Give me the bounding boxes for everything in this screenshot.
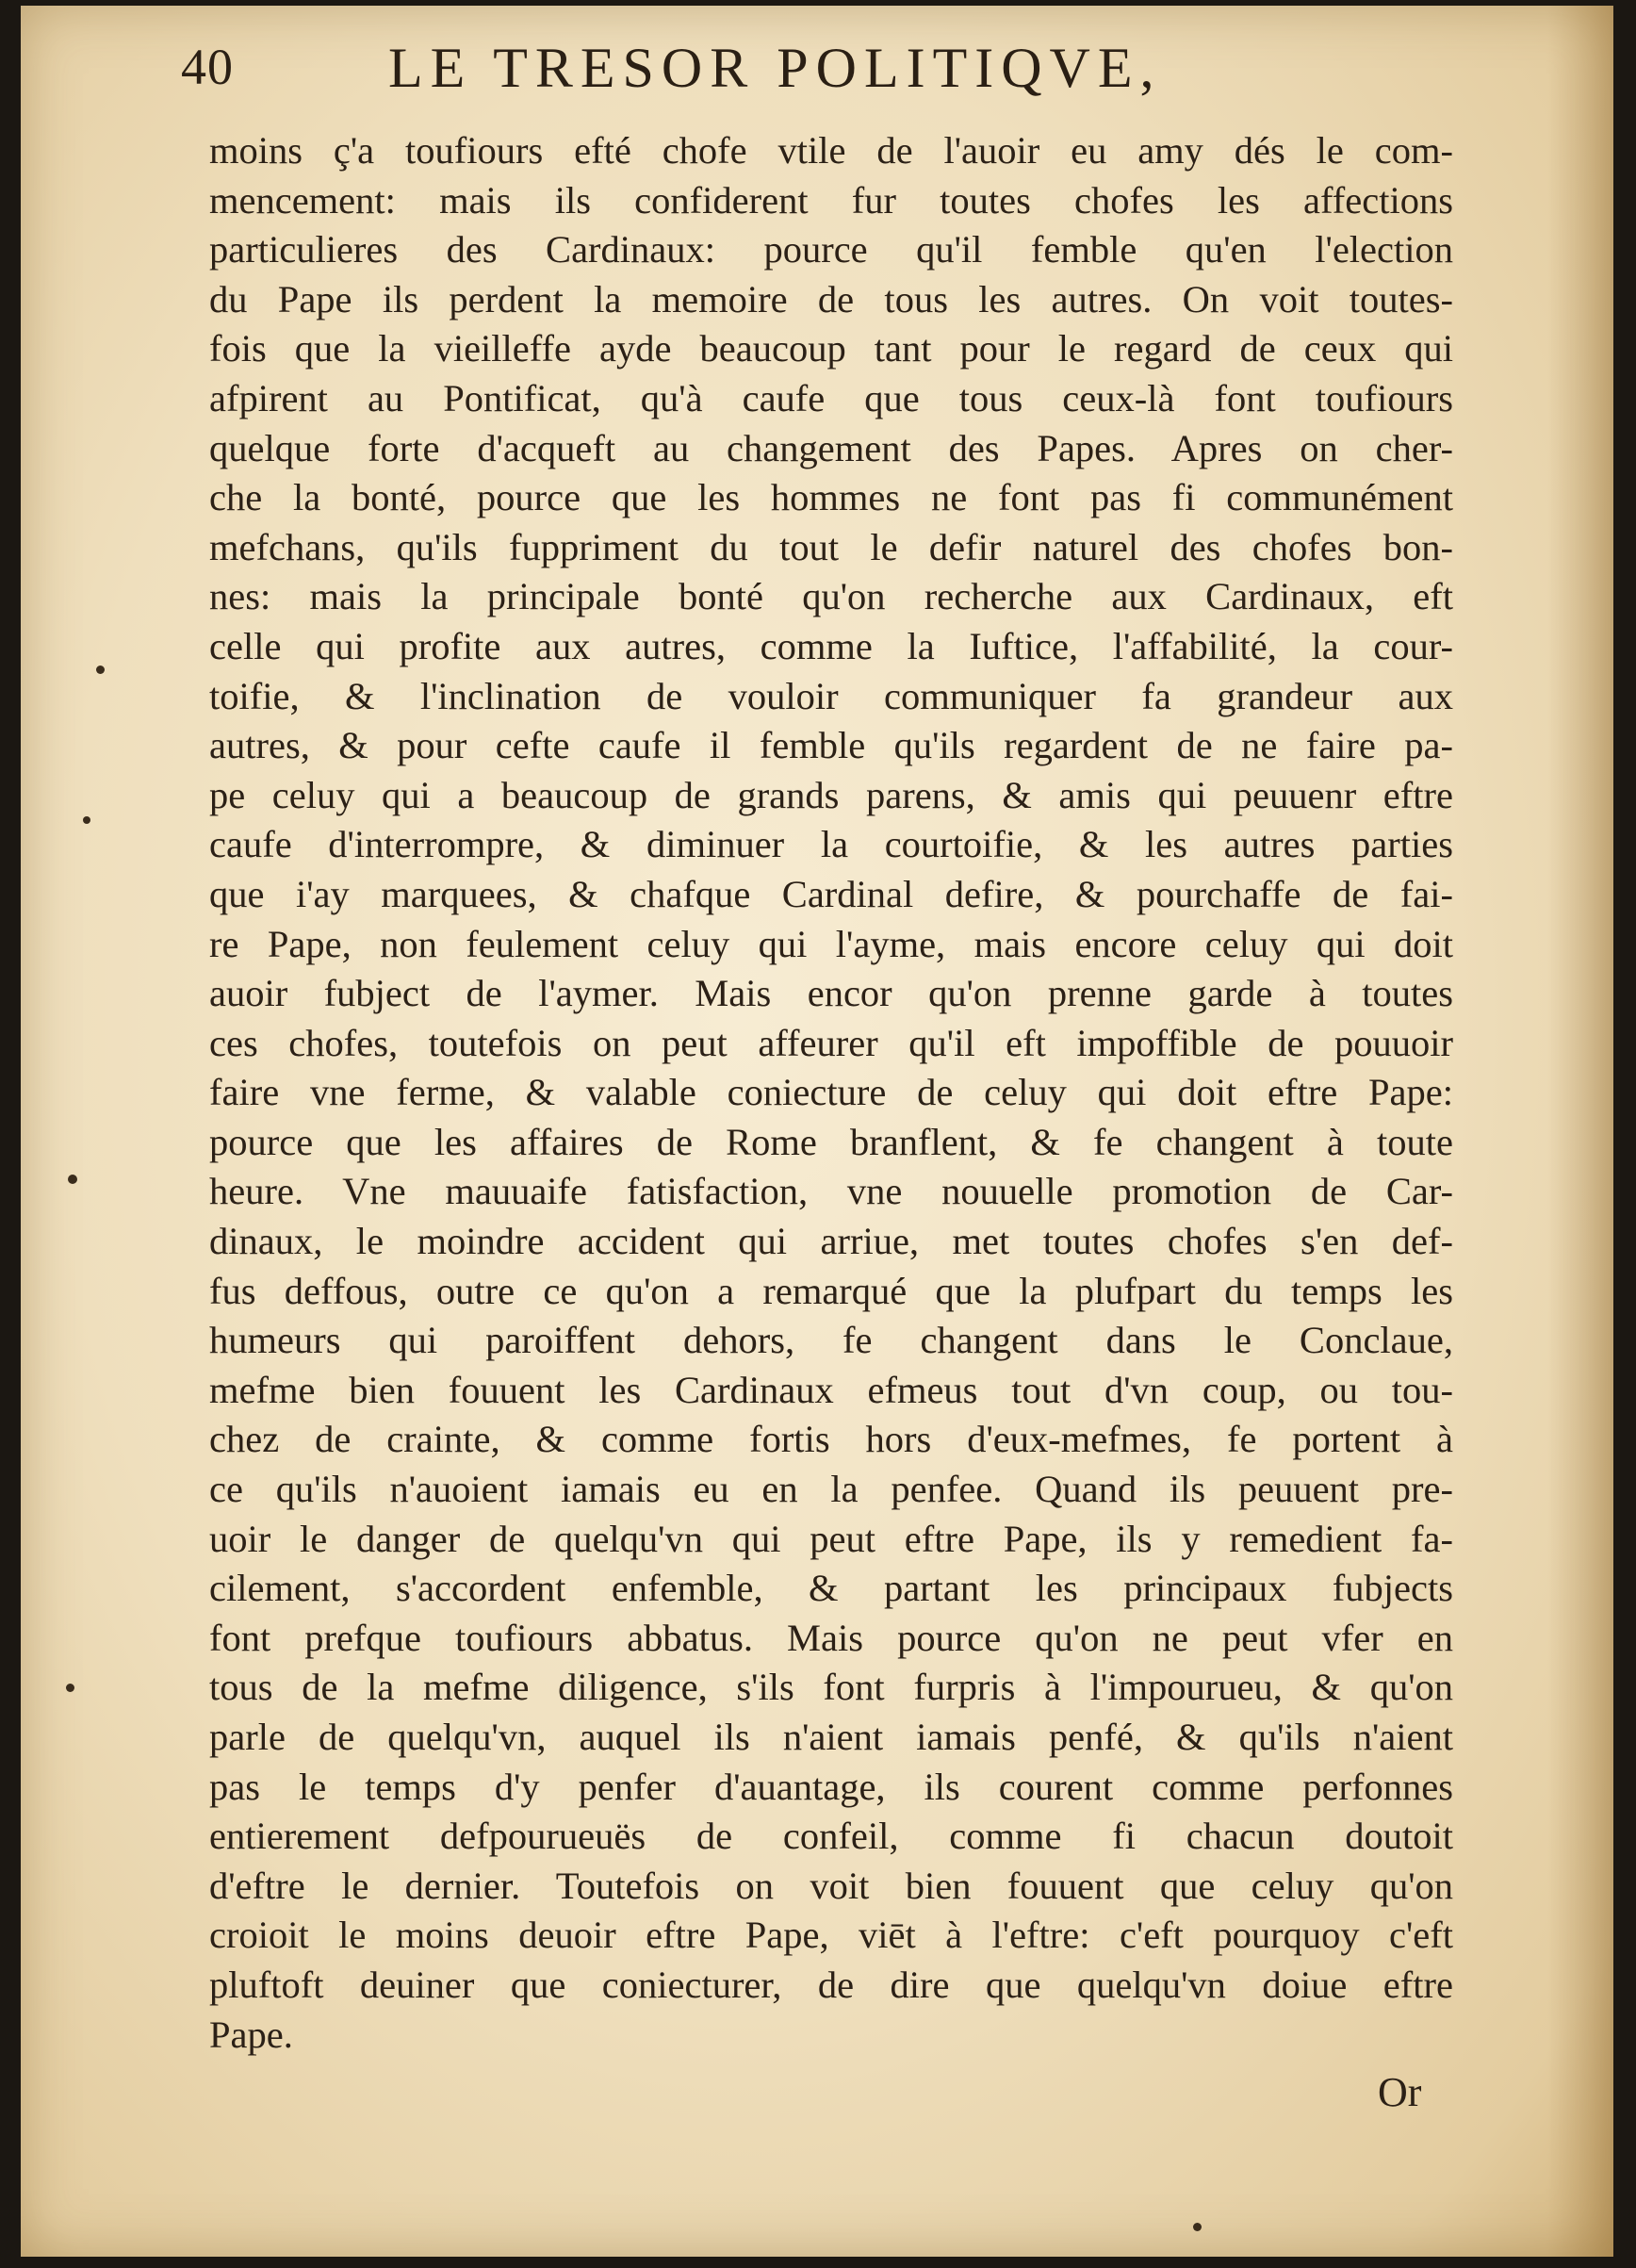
text-line: fus deffous, outre ce qu'on a remarqué que la plufpart du temps les (209, 1269, 1453, 1312)
ink-speck (96, 666, 105, 674)
text-line: d'eftre le dernier. Toutefois on voit bien fouuent que celuy qu'on (209, 1864, 1453, 1907)
text-line: que i'ay marquees, & chafque Cardinal defire, & pourchaffe de fai- (209, 872, 1453, 915)
ink-speck (68, 1175, 77, 1184)
text-line: tous de la mefme diligence, s'ils font furpris à l'impourueu, & qu'on (209, 1666, 1453, 1709)
text-line: pe celuy qui a beaucoup de grands parens, & amis qui peuuenr eftre (209, 773, 1453, 816)
text-line: mefme bien fouuent les Cardinaux efmeus tout d'vn coup, ou tou- (209, 1368, 1453, 1411)
running-title: LE TRESOR POLITIQVE, (388, 37, 1162, 99)
text-line: heure. Vne mauuaife fatisfaction, vne nouuelle promotion de Car- (209, 1170, 1453, 1213)
ink-speck (1193, 2223, 1202, 2231)
text-line: mefchans, qu'ils fuppriment du tout le defir naturel des chofes bon- (209, 525, 1453, 568)
text-line: humeurs qui paroiffent dehors, fe changent dans le Conclaue, (209, 1319, 1453, 1362)
text-line: afpirent au Pontificat, qu'à caufe que tous ceux-là font toufiours (209, 376, 1453, 419)
text-line: font prefque toufiours abbatus. Mais pource qu'on ne peut vfer en (209, 1616, 1453, 1659)
text-line: ce qu'ils n'auoient iamais eu en la penfee. Quand ils peuuent pre- (209, 1468, 1453, 1511)
text-line: auoir fubject de l'aymer. Mais encor qu'on prenne garde à toutes (209, 972, 1453, 1015)
text-line: toifie, & l'inclination de vouloir communiquer fa grandeur aux (209, 674, 1453, 717)
text-line: uoir le danger de quelqu'vn qui peut eftre Pape, ils y remedient fa- (209, 1517, 1453, 1560)
text-line: autres, & pour cefte caufe il femble qu'ils regardent de ne faire pa- (209, 724, 1453, 767)
text-line: du Pape ils perdent la memoire de tous les autres. On voit toutes- (209, 277, 1453, 320)
ink-speck (83, 816, 90, 824)
text-line: faire vne ferme, & valable coniecture de celuy qui doit eftre Pape: (209, 1071, 1453, 1114)
text-line: Pape. (209, 2013, 293, 2056)
text-line: re Pape, non feulement celuy qui l'ayme, mais encore celuy qui doit (209, 922, 1453, 965)
page-number: 40 (181, 39, 234, 95)
text-line: nes: mais la principale bonté qu'on recherche aux Cardinaux, eft (209, 575, 1453, 618)
text-line: croioit le moins deuoir eftre Pape, viēt à l'eftre: c'eft pourquoy c'eft (209, 1914, 1453, 1957)
body-text (209, 126, 1453, 2060)
catchword: Or (1378, 2069, 1422, 2115)
text-line: pas le temps d'y penfer d'auantage, ils courent comme perfonnes (209, 1765, 1453, 1808)
text-line: particulieres des Cardinaux: pource qu'il femble qu'en l'election (209, 228, 1453, 271)
text-line: mencement: mais ils confiderent fur toutes chofes les affections (209, 178, 1453, 222)
page-header (181, 30, 1481, 115)
text-line: cilement, s'accordent enfemble, & partant les principaux fubjects (209, 1567, 1453, 1610)
ink-speck (66, 1684, 74, 1692)
text-line: celle qui profite aux autres, comme la Iuftice, l'affabilité, la cour- (209, 624, 1453, 667)
text-line: fois que la vieilleffe ayde beaucoup tant pour le regard de ceux qui (209, 327, 1453, 370)
book-page (21, 6, 1613, 2257)
text-line: chez de crainte, & comme fortis hors d'eux-mefmes, fe portent à (209, 1418, 1453, 1461)
text-line: dinaux, le moindre accident qui arriue, met toutes chofes s'en def- (209, 1220, 1453, 1263)
text-line: moins ç'a toufiours efté chofe vtile de l'auoir eu amy dés le com- (209, 129, 1453, 172)
text-line: che la bonté, pource que les hommes ne font pas fi communément (209, 476, 1453, 519)
page-gutter-shadow (1547, 6, 1613, 2257)
text-line: ces chofes, toutefois on peut affeurer qu'il eft impoffible de pouuoir (209, 1021, 1453, 1064)
text-line: quelque forte d'acqueft au changement des Papes. Apres on cher- (209, 426, 1453, 469)
text-line: caufe d'interrompre, & diminuer la courtoifie, & les autres parties (209, 823, 1453, 866)
text-line: pource que les affaires de Rome branflent, & fe changent à toute (209, 1120, 1453, 1163)
text-line: parle de quelqu'vn, auquel ils n'aient iamais penfé, & qu'ils n'aient (209, 1716, 1453, 1758)
text-line: entierement defpourueuës de confeil, comme fi chacun doutoit (209, 1815, 1453, 1858)
text-line: pluftoft deuiner que coniecturer, de dire que quelqu'vn doiue eftre (209, 1963, 1453, 2006)
